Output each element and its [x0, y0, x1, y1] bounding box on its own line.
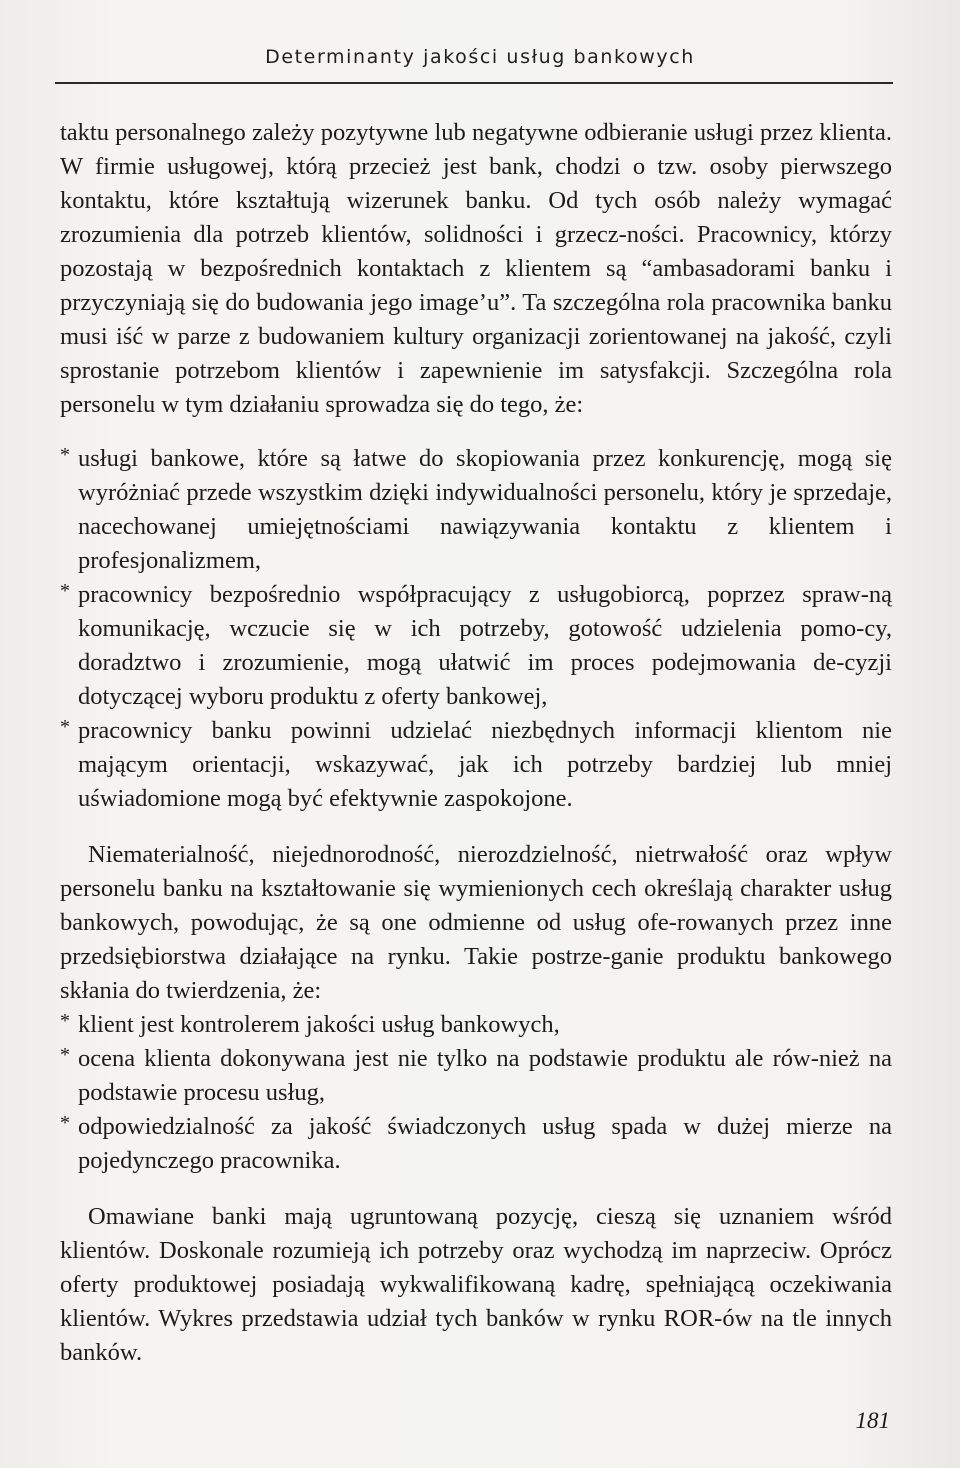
bullet-marker: *: [60, 1044, 70, 1066]
page-number: 181: [855, 1408, 890, 1433]
paragraph: Niematerialność, niejednorodność, nierozdzielność, nietrwałość oraz wpływ personelu banku na kształtowanie się wymienionych cech określają charakter usług bankowych, powodując, że są one odmienne od usług ofe-rowanych przez inne przedsiębiorstwa działające na rynku. Takie postrze-ganie produktu bankowego skłania do twierdzenia, że:: [60, 841, 892, 1004]
page-body: [60, 116, 892, 1370]
bullet-item: [60, 1042, 892, 1110]
paragraph: taktu personalnego zależy pozytywne lub negatywne odbieranie usługi przez klienta. W firmie usługowej, którą przecież jest bank, chodzi o tzw. osoby pierwszego kontaktu, które kształtują wizerunek banku. Od tych osób należy wymagać zrozumienia dla potrzeb klientów, solidności i grzecz-ności. Pracownicy, którzy pozostają w bezpośrednich kontaktach z klientem są “ambasadorami banku i przyczyniają się do budowania jego image’u”. Ta szczególna rola pracownika banku musi iść w parze z budowaniem kultury organizacji zorientowanej na jakość, czyli sprostanie potrzebom klientów i zapewnienie im satysfakcji. Szczególna rola personelu w tym działaniu sprowadza się do tego, że:: [60, 119, 892, 418]
running-header: Determinanty jakości usług bankowych: [265, 46, 695, 68]
header-rule: [55, 82, 893, 84]
paragraph: Omawiane banki mają ugruntowaną pozycję, cieszą się uznaniem wśród klientów. Doskonale rozumieją ich potrzeby oraz wychodzą im naprzeciw. Oprócz oferty produktowej posiadają wykwalifikowaną kadrę, spełniającą oczekiwania klientów. Wykres przedstawia udział tych banków w rynku ROR-ów na tle innych banków.: [60, 1203, 892, 1366]
bullet-item: [60, 1008, 892, 1042]
bullet-marker: *: [60, 580, 70, 602]
bullet-text: klient jest kontrolerem jakości usług bankowych,: [78, 1011, 560, 1038]
bullet-text: usługi bankowe, które są łatwe do skopiowania przez konkurencję, mogą się wyróżniać przede wszystkim dzięki indywidualności personelu, który je sprzedaje, nacechowanej umiejętnościami nawiązywania kontaktu z klientem i profesjonalizmem,: [78, 445, 892, 574]
bullet-item: [60, 1110, 892, 1178]
bullet-marker: *: [60, 1112, 70, 1134]
bullet-text: ocena klienta dokonywana jest nie tylko na podstawie produktu ale rów-nież na podstawie procesu usług,: [78, 1045, 892, 1106]
bullet-text: pracownicy banku powinni udzielać niezbędnych informacji klientom nie mającym orientacji, wskazywać, jak ich potrzeby bardziej lub mniej uświadomione mogą być efektywnie zaspokojone.: [78, 717, 892, 812]
bullet-item: [60, 442, 892, 578]
bullet-marker: *: [60, 716, 70, 738]
bullet-text: odpowiedzialność za jakość świadczonych usług spada w dużej mierze na pojedynczego pracownika.: [78, 1113, 892, 1174]
bullet-marker: *: [60, 444, 70, 466]
bullet-text: pracownicy bezpośrednio współpracujący z usługobiorcą, poprzez spraw-ną komunikację, wczucie się w ich potrzeby, gotowość udzielenia pomo-cy, doradztwo i zrozumienie, mogą ułatwić im proces podejmowania de-cyzji dotyczącej wyboru produktu z oferty bankowej,: [78, 581, 892, 710]
bullet-marker: *: [60, 1010, 70, 1032]
bullet-item: [60, 714, 892, 816]
bullet-item: [60, 578, 892, 714]
